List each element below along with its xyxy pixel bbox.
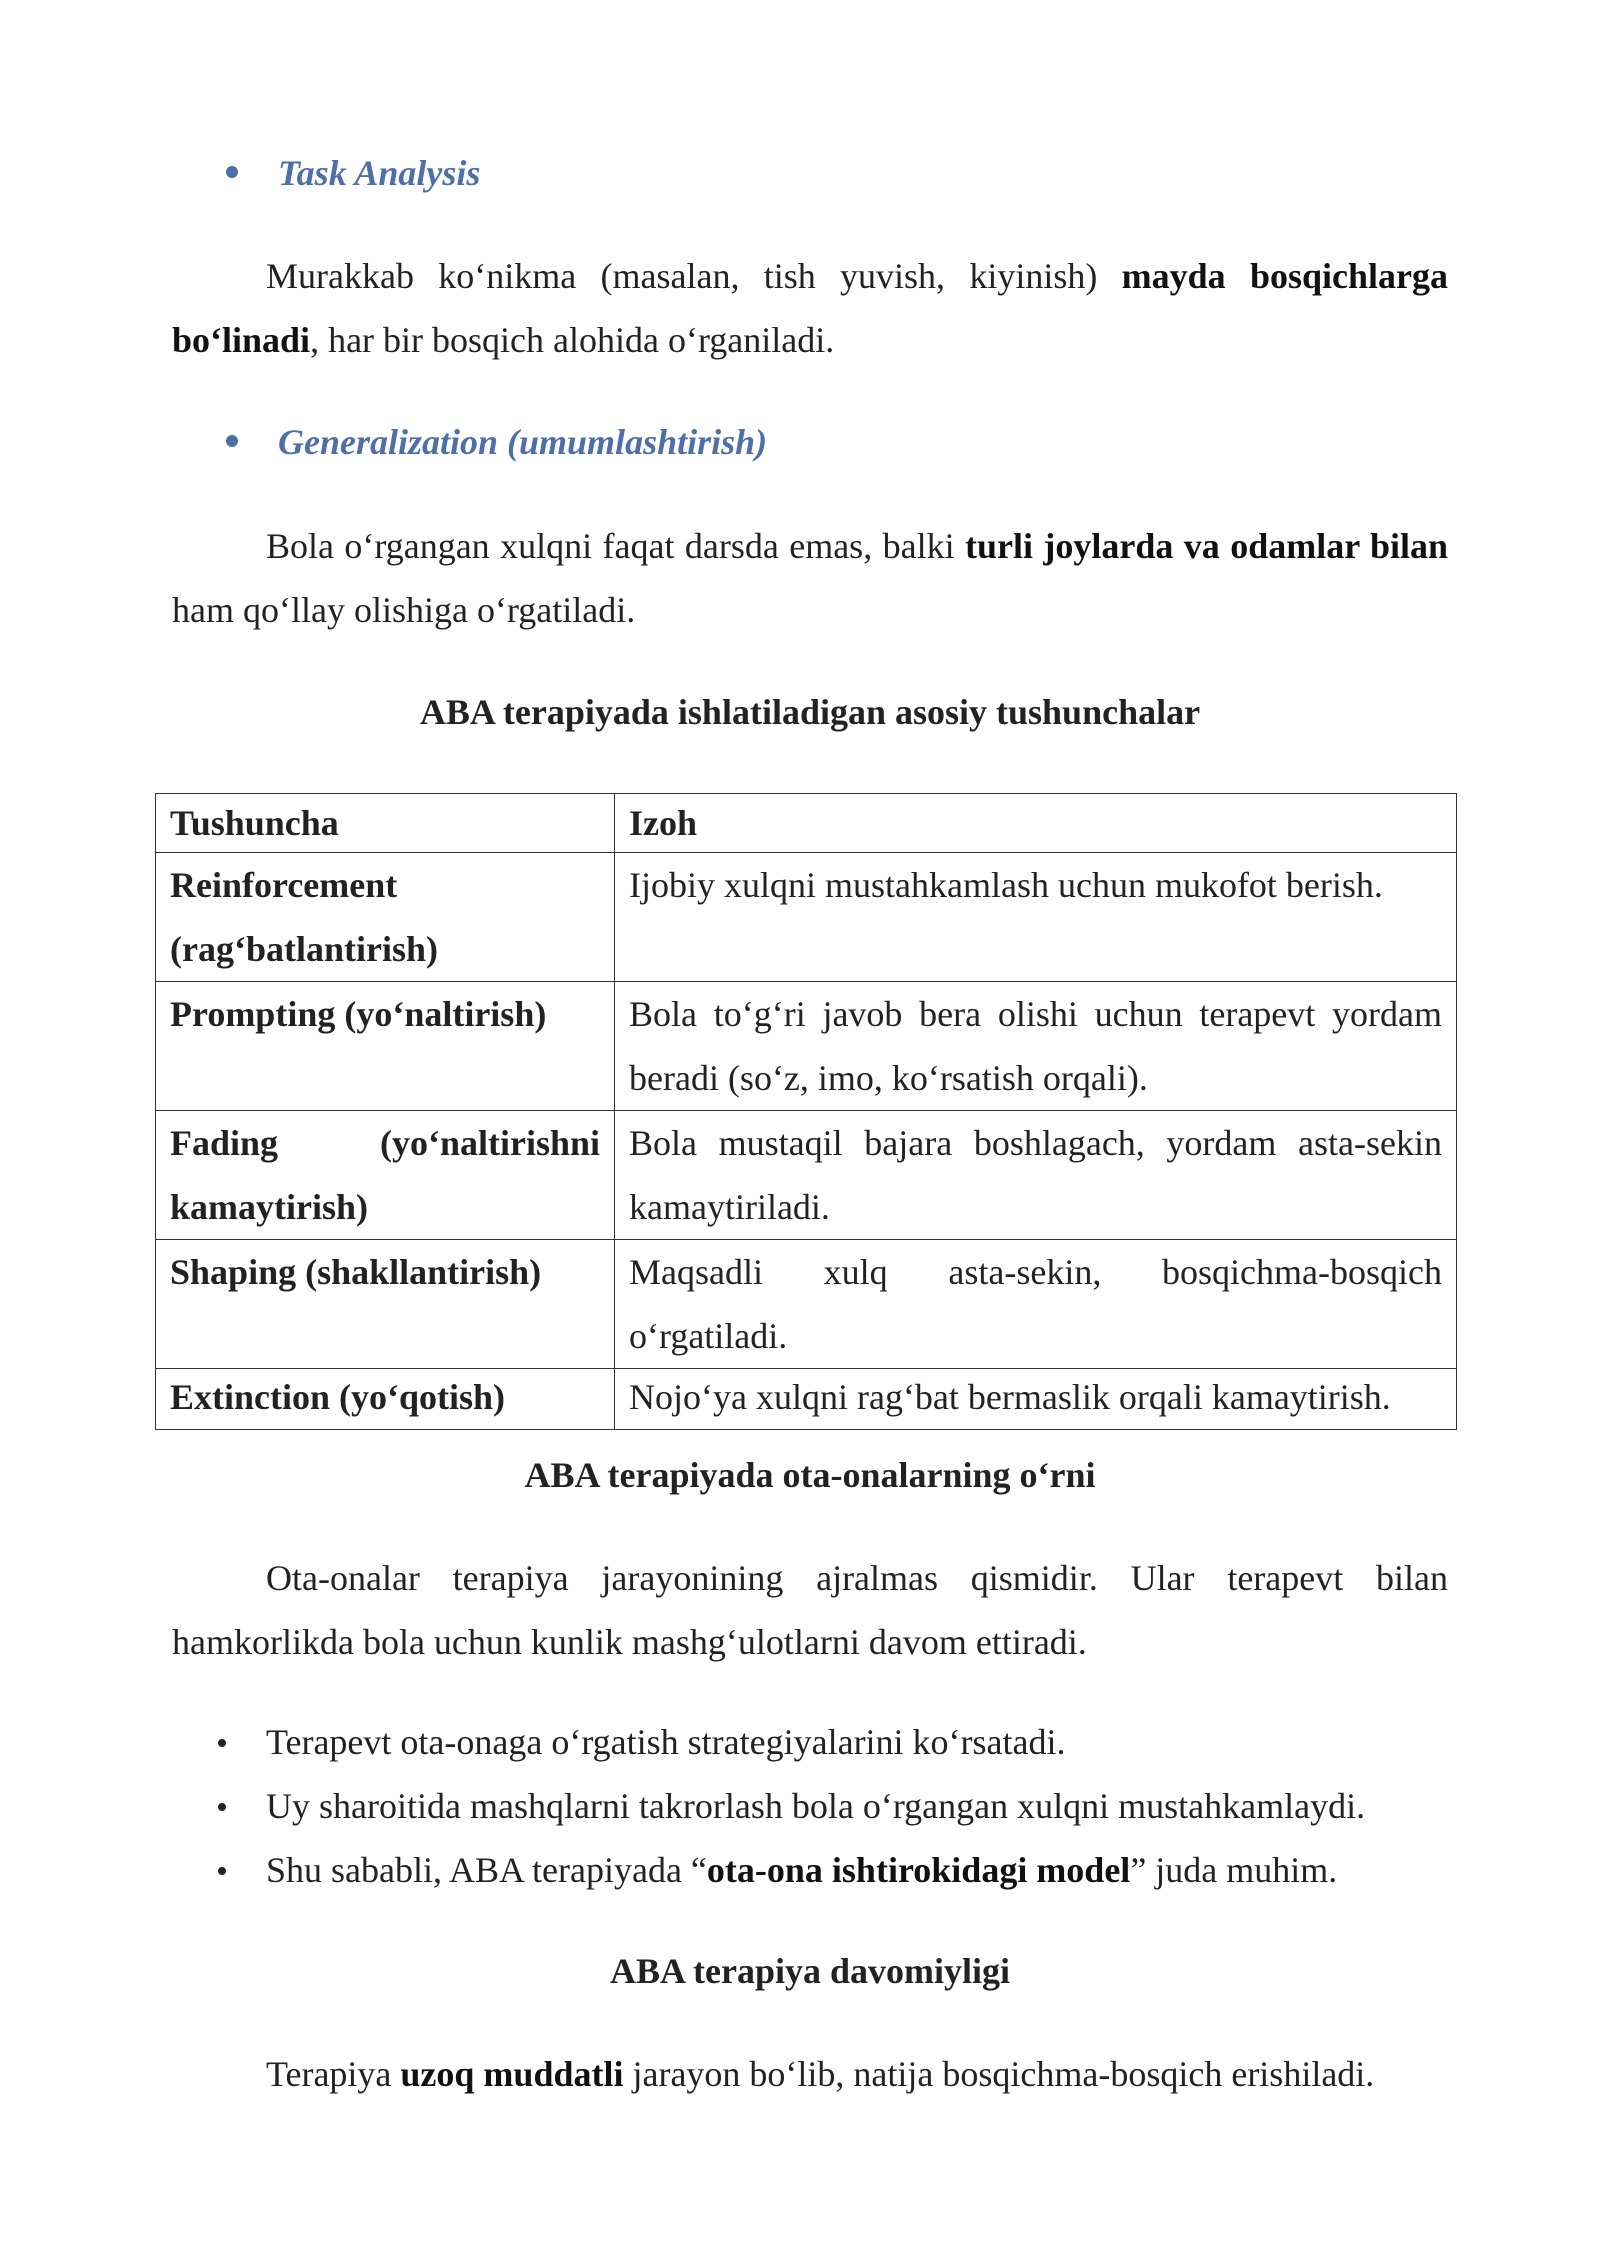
bullet-dot-icon bbox=[218, 1739, 226, 1747]
task-analysis-paragraph: Murakkab koʻnikma (masalan, tish yuvish, kiyinish) mayda bosqichlarga boʻlinadi, har bir bosqich alohida oʻrganiladi. bbox=[172, 256, 1448, 360]
term-cell: Fading (yoʻnaltirishni kamaytirish) bbox=[156, 1111, 615, 1240]
description-cell: Bola toʻgʻri javob bera olishi uchun terapevt yordam beradi (soʻz, imo, koʻrsatish orqali). bbox=[615, 982, 1457, 1111]
term-cell: Reinforcement (ragʻbatlantirish) bbox=[156, 853, 615, 982]
generalization-heading: Generalization (umumlashtirish) bbox=[226, 421, 767, 463]
table-header-cell: Izoh bbox=[615, 794, 1457, 853]
table-row bbox=[156, 1111, 1457, 1240]
duration-title: ABA terapiya davomiyligi bbox=[609, 1951, 1010, 1991]
table-header-cell: Tushuncha bbox=[156, 794, 615, 853]
bullet-dot-icon bbox=[226, 435, 238, 447]
table-row bbox=[156, 1240, 1457, 1369]
task-analysis-heading: Task Analysis bbox=[226, 152, 480, 194]
parents-role-paragraph: Ota-onalar terapiya jarayonining ajralmas qismidir. Ular terapevt bilan hamkorlikda bola uchun kunlik mashgʻulotlarni davom ettiradi. bbox=[172, 1558, 1448, 1662]
parents-role-title: ABA terapiyada ota-onalarning oʻrni bbox=[524, 1455, 1096, 1495]
table-row bbox=[156, 982, 1457, 1111]
bullet-dot-icon bbox=[226, 166, 238, 178]
description-cell: Ijobiy xulqni mustahkamlash uchun mukofot berish. bbox=[615, 853, 1457, 982]
term-cell: Prompting (yoʻnaltirish) bbox=[156, 982, 615, 1111]
list-item: Terapevt ota-onaga oʻrgatish strategiyalarini koʻrsatadi. bbox=[210, 1710, 1470, 1774]
table-row bbox=[156, 853, 1457, 982]
parents-role-list bbox=[210, 1710, 1470, 1902]
list-item: Shu sababli, ABA terapiyada “ota-ona ishtirokidagi model” juda muhim. bbox=[210, 1838, 1470, 1902]
bullet-dot-icon bbox=[218, 1803, 226, 1811]
description-cell: Maqsadli xulq asta-sekin, bosqichma-bosqich oʻrgatiladi. bbox=[615, 1240, 1457, 1369]
description-cell: Bola mustaqil bajara boshlagach, yordam asta-sekin kamaytiriladi. bbox=[615, 1111, 1457, 1240]
concepts-table bbox=[155, 793, 1457, 1430]
term-cell: Shaping (shakllantirish) bbox=[156, 1240, 615, 1369]
generalization-paragraph: Bola oʻrgangan xulqni faqat darsda emas, balki turli joylarda va odamlar bilan ham qoʻllay olishiga oʻrgatiladi. bbox=[172, 526, 1448, 630]
duration-paragraph: Terapiya uzoq muddatli jarayon boʻlib, natija bosqichma-bosqich erishiladi. bbox=[266, 2054, 1375, 2094]
table-row bbox=[156, 1369, 1457, 1430]
concepts-table-title: ABA terapiyada ishlatiladigan asosiy tushunchalar bbox=[419, 692, 1201, 732]
table-header-row bbox=[156, 794, 1457, 853]
term-cell: Extinction (yoʻqotish) bbox=[156, 1369, 615, 1430]
list-item: Uy sharoitida mashqlarni takrorlash bola oʻrgangan xulqni mustahkamlaydi. bbox=[210, 1774, 1470, 1838]
bullet-dot-icon bbox=[218, 1867, 226, 1875]
description-cell: Nojoʻya xulqni ragʻbat bermaslik orqali kamaytirish. bbox=[615, 1369, 1457, 1430]
